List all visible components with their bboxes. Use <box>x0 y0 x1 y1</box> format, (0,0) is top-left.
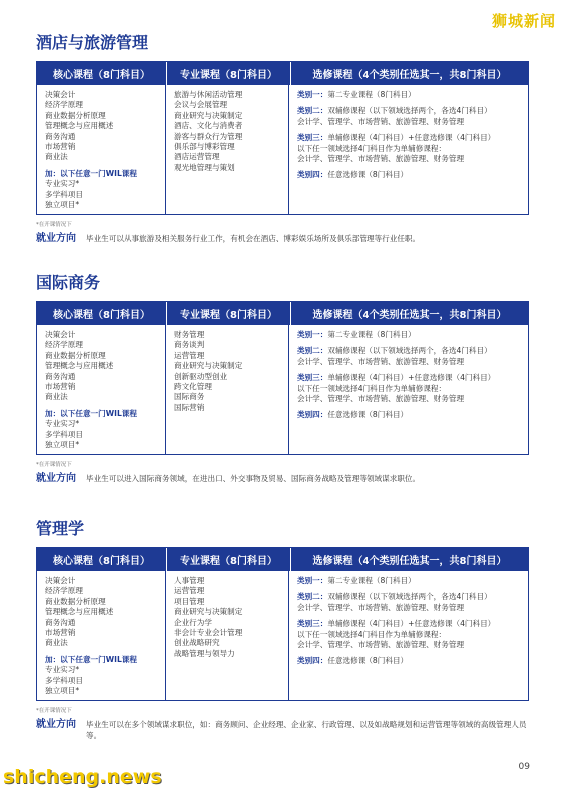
elective-line <box>297 384 520 394</box>
career-text: 毕业生可以进入国际商务领域，在进出口、外交事物及贸易、国际商务战略及管理等领域谋求职位。 <box>86 474 421 484</box>
elective-category <box>297 410 520 420</box>
core-course-item: 市场营销 <box>45 142 76 152</box>
elective-text: 第二专业课程（8门科目） <box>327 576 416 585</box>
career-direction <box>36 473 529 484</box>
wil-heading: 加：以下任意一门WIL课程 <box>45 408 137 418</box>
table-body <box>37 85 528 214</box>
major-course-item: 非会计专业会计管理 <box>174 628 243 638</box>
elective-category-label: 类别一： <box>297 90 328 99</box>
major-course-item: 商业研究与决策制定 <box>174 361 243 371</box>
major-course-item: 商务谈判 <box>174 340 205 350</box>
section-management <box>36 519 529 741</box>
elective-category <box>297 576 520 586</box>
core-course-item: 商业法 <box>45 392 68 402</box>
elective-text: 以下任一领域选择4门科目作为单辅修课程： <box>297 629 447 639</box>
core-course-item: 管理概念与应用概述 <box>45 607 114 617</box>
major-course-item: 财务管理 <box>174 330 205 339</box>
elective-category <box>297 90 520 100</box>
elective-text: 任意选修课（8门科目） <box>327 656 409 666</box>
elective-category-label: 类别二： <box>297 106 328 116</box>
major-course-item: 创新驱动型创业 <box>174 371 228 381</box>
section-title: 国际商务 <box>36 273 101 292</box>
core-course-item: 商业法 <box>45 638 68 648</box>
core-course-item: 管理概念与应用概述 <box>45 121 114 131</box>
column-header: 专业课程（8门科目） <box>167 548 291 571</box>
elective-category-label: 类别四： <box>297 656 328 666</box>
major-course-item: 运营管理 <box>174 586 205 596</box>
elective-text: 任意选修课（8门科目） <box>327 410 409 420</box>
elective-line <box>297 592 520 602</box>
core-course-item: 市场营销 <box>45 382 76 392</box>
table-header <box>37 548 528 571</box>
section-international-business <box>36 273 529 484</box>
elective-category <box>297 330 520 340</box>
core-courses-column <box>37 85 166 214</box>
major-course-item: 运营管理 <box>174 350 205 360</box>
core-course-item: 商业数据分析原理 <box>45 110 106 120</box>
core-course-item: 商业数据分析原理 <box>45 596 106 606</box>
core-course-item: 商业数据分析原理 <box>45 350 106 360</box>
elective-text: 会计学、管理学、市场营销、旅游管理、财务管理 <box>297 640 465 650</box>
major-course-item: 项目管理 <box>174 596 205 606</box>
major-course-item: 商业研究与决策制定 <box>174 607 243 617</box>
elective-category-label: 类别一： <box>297 330 328 339</box>
career-label: 就业方向 <box>36 473 76 485</box>
elective-category-label: 类别二： <box>297 592 328 602</box>
elective-text: 以下任一领域选择4门科目作为单辅修课程： <box>297 383 447 393</box>
watermark-logo-bottom: shicheng.news <box>3 766 162 788</box>
core-course-item: 市场营销 <box>45 628 76 638</box>
major-course-item: 战略管理与领导力 <box>174 648 235 658</box>
table-header <box>37 302 528 325</box>
elective-text: 单辅修课程（4门科目）+任意选修课（4门科目） <box>327 373 496 383</box>
core-course-item: 管理概念与应用概述 <box>45 361 114 371</box>
core-course-item: 经济学原理 <box>45 100 83 110</box>
core-course-item: 决策会计 <box>45 90 76 99</box>
elective-category <box>297 656 520 666</box>
core-course-item: 决策会计 <box>45 576 76 585</box>
elective-text: 第二专业课程（8门科目） <box>327 330 416 339</box>
major-course-item: 会议与会展管理 <box>174 100 228 110</box>
elective-text: 会计学、管理学、市场营销、旅游管理、财务管理 <box>297 394 465 404</box>
elective-category <box>297 106 520 127</box>
major-course-item: 创业战略研究 <box>174 638 220 648</box>
major-courses-column <box>166 85 289 214</box>
elective-line <box>297 154 520 164</box>
elective-line <box>297 394 520 404</box>
elective-category <box>297 619 520 650</box>
elective-category <box>297 592 520 613</box>
elective-line <box>297 630 520 640</box>
major-course-item: 企业行为学 <box>174 617 212 627</box>
career-label: 就业方向 <box>36 233 76 245</box>
core-course-item: 经济学原理 <box>45 340 83 350</box>
core-course-item: 商务沟通 <box>45 371 76 381</box>
page-number: 09 <box>518 762 530 772</box>
major-course-item: 酒店运营管理 <box>174 152 220 162</box>
elective-line <box>297 106 520 116</box>
elective-category-label: 类别一： <box>297 576 328 585</box>
elective-line <box>297 170 520 180</box>
footnote: *在开课情况下 <box>36 462 72 469</box>
section-hotel-tourism <box>36 33 529 244</box>
table-body <box>37 571 528 700</box>
column-header: 核心课程（8门科目） <box>37 302 167 325</box>
table-header <box>37 62 528 85</box>
elective-line <box>297 90 520 100</box>
curriculum-table <box>36 61 529 215</box>
column-header: 选修课程（4个类别任选其一，共8门科目） <box>312 70 507 81</box>
elective-text: 第二专业课程（8门科目） <box>327 90 416 99</box>
elective-line <box>297 640 520 650</box>
core-course-item: 经济学原理 <box>45 586 83 596</box>
wil-course-item: 专业实习* <box>45 179 80 189</box>
elective-category <box>297 170 520 180</box>
core-course-item: 决策会计 <box>45 330 76 339</box>
elective-line <box>297 373 520 383</box>
curriculum-table <box>36 301 529 455</box>
column-header: 专业课程（8门科目） <box>167 62 291 85</box>
major-course-item: 酒店、文化与消费者 <box>174 121 243 131</box>
elective-category <box>297 346 520 367</box>
elective-text: 以下任一领域选择4门科目作为单辅修课程： <box>297 143 447 153</box>
career-text: 毕业生可以在多个领域谋求职位，如：商务顾问、企业经理、企业家、行政管理、以及如战略规划和运营管理等领域的高级管理人员等。 <box>86 720 527 741</box>
elective-text: 双辅修课程（以下领域选择两个，各选4门科目） <box>327 346 492 356</box>
core-course-item: 商务沟通 <box>45 131 76 141</box>
elective-text: 单辅修课程（4门科目）+任意选修课（4门科目） <box>327 133 496 143</box>
elective-category <box>297 373 520 404</box>
major-course-item: 商业研究与决策制定 <box>174 110 243 120</box>
column-header: 专业课程（8门科目） <box>167 302 291 325</box>
career-direction <box>36 233 529 244</box>
major-course-item: 旅游与休闲活动管理 <box>174 90 243 99</box>
core-courses-column <box>37 571 166 700</box>
column-header: 核心课程（8门科目） <box>37 548 167 571</box>
major-courses-column <box>166 571 289 700</box>
column-header: 选修课程（4个类别任选其一，共8门科目） <box>312 310 507 321</box>
elective-courses-column <box>289 571 528 700</box>
elective-line <box>297 330 520 340</box>
elective-text: 会计学、管理学、市场营销、旅游管理、财务管理 <box>297 116 465 126</box>
major-course-item: 俱乐部与博彩管理 <box>174 142 235 152</box>
watermark-logo-top: 狮城新闻 <box>491 12 556 30</box>
elective-category-label: 类别二： <box>297 346 328 356</box>
elective-line <box>297 346 520 356</box>
column-header: 核心课程（8门科目） <box>37 62 167 85</box>
elective-text: 会计学、管理学、市场营销、旅游管理、财务管理 <box>297 154 465 164</box>
core-course-item: 商务沟通 <box>45 617 76 627</box>
section-title: 管理学 <box>36 519 85 538</box>
elective-line <box>297 619 520 629</box>
elective-category-label: 类别三： <box>297 373 328 383</box>
elective-courses-column <box>289 325 528 454</box>
wil-heading: 加：以下任意一门WIL课程 <box>45 654 137 664</box>
elective-text: 双辅修课程（以下领域选择两个，各选4门科目） <box>327 106 492 116</box>
wil-course-item: 多学科项目 <box>45 675 83 685</box>
career-label: 就业方向 <box>36 719 76 731</box>
elective-text: 会计学、管理学、市场营销、旅游管理、财务管理 <box>297 356 465 366</box>
curriculum-table <box>36 547 529 701</box>
wil-heading: 加：以下任意一门WIL课程 <box>45 168 137 178</box>
elective-line <box>297 144 520 154</box>
major-course-item: 国际商务 <box>174 392 205 402</box>
elective-text: 会计学、管理学、市场营销、旅游管理、财务管理 <box>297 602 465 612</box>
major-course-item: 人事管理 <box>174 576 205 585</box>
major-course-item: 国际营销 <box>174 402 205 412</box>
major-courses-column <box>166 325 289 454</box>
major-course-item: 游客与群众行为管理 <box>174 131 243 141</box>
career-direction <box>36 719 529 741</box>
major-course-item: 跨文化管理 <box>174 382 212 392</box>
elective-category-label: 类别四： <box>297 410 328 420</box>
major-course-item: 观光地管理与策划 <box>174 162 235 172</box>
core-courses-column <box>37 325 166 454</box>
elective-category <box>297 133 520 164</box>
footnote: *在开课情况下 <box>36 708 72 715</box>
elective-category-label: 类别三： <box>297 133 328 143</box>
elective-line <box>297 656 520 666</box>
elective-category-label: 类别三： <box>297 619 328 629</box>
table-body <box>37 325 528 454</box>
elective-category-label: 类别四： <box>297 170 328 180</box>
footnote: *在开课情况下 <box>36 222 72 229</box>
elective-line <box>297 576 520 586</box>
core-course-item: 商业法 <box>45 152 68 162</box>
wil-course-item: 多学科项目 <box>45 189 83 199</box>
elective-line <box>297 357 520 367</box>
elective-line <box>297 133 520 143</box>
elective-text: 单辅修课程（4门科目）+任意选修课（4门科目） <box>327 619 496 629</box>
elective-text: 双辅修课程（以下领域选择两个，各选4门科目） <box>327 592 492 602</box>
elective-line <box>297 603 520 613</box>
career-text: 毕业生可以从事旅游及相关服务行业工作，有机会在酒店、博彩娱乐场所及俱乐部管理等行业任职。 <box>86 234 421 244</box>
section-title: 酒店与旅游管理 <box>36 33 149 52</box>
wil-course-item: 独立项目* <box>45 200 80 210</box>
column-header: 选修课程（4个类别任选其一，共8门科目） <box>312 556 507 567</box>
elective-line <box>297 410 520 420</box>
wil-course-item: 专业实习* <box>45 419 80 429</box>
wil-course-item: 专业实习* <box>45 665 80 675</box>
elective-courses-column <box>289 85 528 214</box>
wil-course-item: 独立项目* <box>45 440 80 450</box>
wil-course-item: 多学科项目 <box>45 429 83 439</box>
elective-text: 任意选修课（8门科目） <box>327 170 409 180</box>
elective-line <box>297 117 520 127</box>
wil-course-item: 独立项目* <box>45 686 80 696</box>
